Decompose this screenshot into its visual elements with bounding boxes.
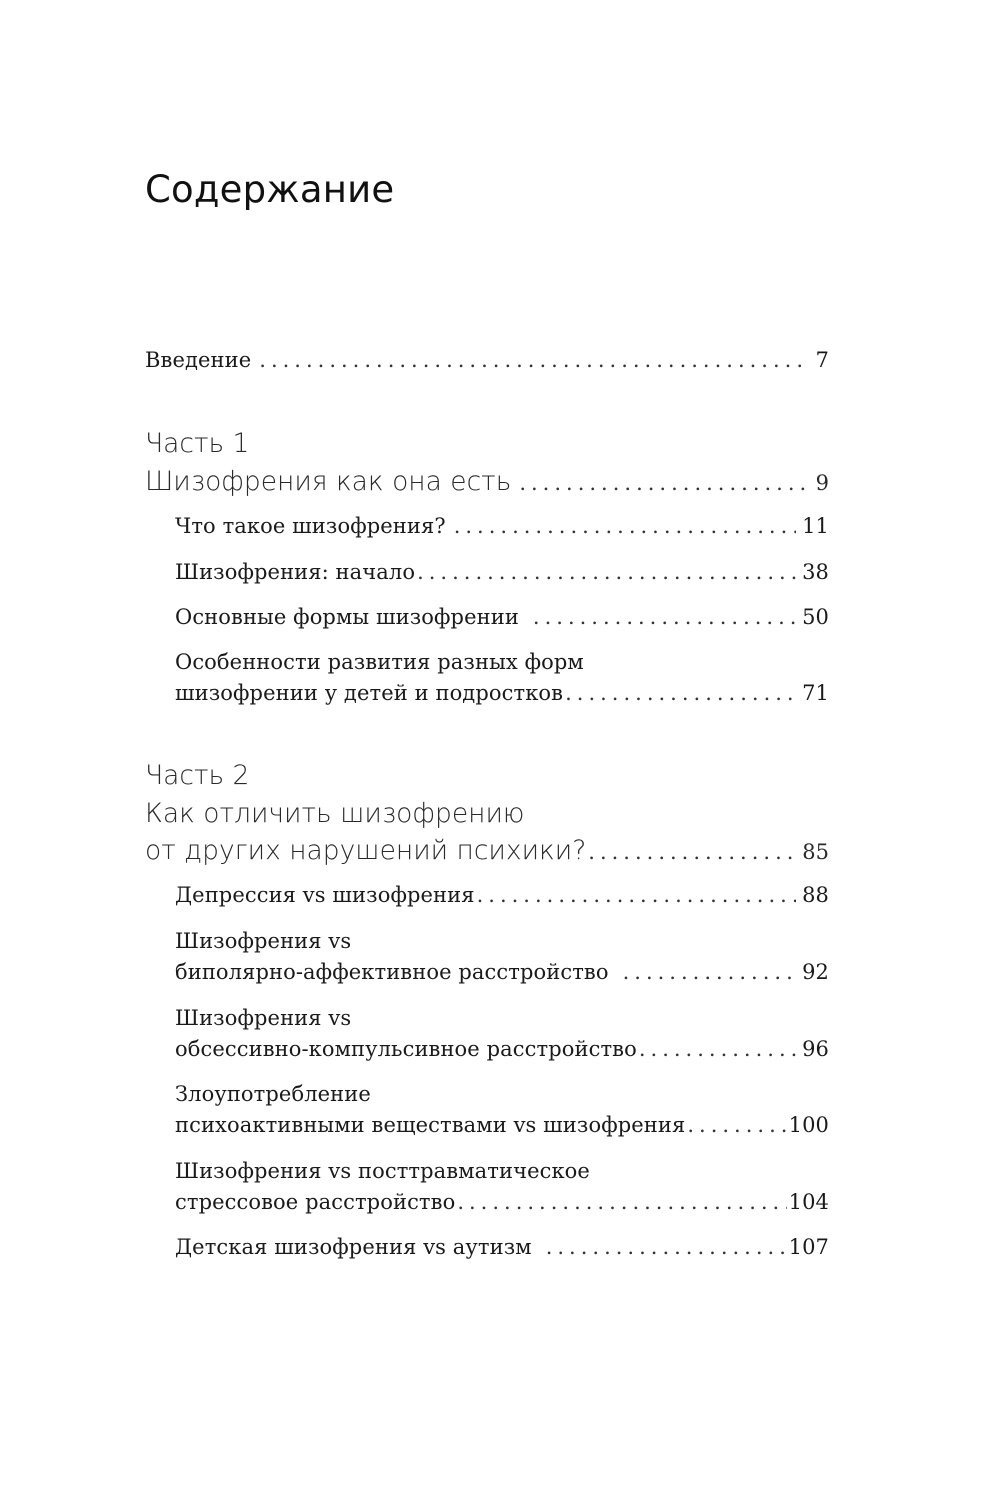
toc-entry[interactable] <box>175 1037 829 1061</box>
part-label <box>145 428 829 459</box>
dot-leader <box>519 471 809 495</box>
toc-entry-intro[interactable] <box>145 348 829 372</box>
toc-entry-line1[interactable] <box>175 1006 829 1030</box>
dot-leader <box>477 883 796 907</box>
toc-entry-page: 107 <box>788 1235 829 1259</box>
toc-entry-label: обсессивно-компульсивное расстройство <box>175 1037 637 1061</box>
toc-entry-label: Особенности развития разных форм <box>175 650 584 674</box>
toc-entry[interactable] <box>175 1113 829 1137</box>
toc-entry-page: 9 <box>815 471 829 495</box>
toc-entry[interactable] <box>175 605 829 629</box>
toc-entry-label: психоактивными веществами vs шизофрения <box>175 1113 686 1137</box>
toc-entry-label: стрессовое расстройство <box>175 1190 456 1214</box>
toc-entry-label: Что такое шизофрения? <box>175 514 446 538</box>
toc-entry-part2[interactable] <box>145 835 829 866</box>
toc-entry[interactable] <box>175 514 829 538</box>
toc-entry-page: 7 <box>815 348 829 372</box>
toc-entry-line1[interactable] <box>175 1082 829 1106</box>
toc-entry-line1[interactable] <box>175 929 829 953</box>
dot-leader <box>454 514 796 538</box>
toc-entry-label: Введение <box>145 348 252 372</box>
toc-entry-page: 71 <box>802 681 829 705</box>
dot-leader <box>533 605 796 629</box>
dot-leader <box>639 1037 796 1061</box>
toc-entry-label: Детская шизофрения vs аутизм <box>175 1235 532 1259</box>
dot-leader <box>259 348 809 372</box>
part-label-text: Часть 2 <box>145 760 250 791</box>
toc-entry-label: Шизофрения vs <box>175 929 352 953</box>
toc-entry-part1[interactable] <box>145 466 829 497</box>
toc-entry-label: шизофрении у детей и подростков <box>175 681 564 705</box>
toc-entry[interactable] <box>175 681 829 705</box>
dot-leader <box>457 1190 786 1214</box>
toc-entry-page: 50 <box>802 605 829 629</box>
dot-leader <box>565 681 796 705</box>
toc-entry-page: 88 <box>802 883 829 907</box>
toc-entry-line1[interactable] <box>175 650 829 674</box>
part-title: Как отличить шизофрению <box>145 798 525 829</box>
toc-entry[interactable] <box>175 960 829 984</box>
toc-entry-page: 38 <box>802 560 829 584</box>
toc-entry-label: Злоупотребление <box>175 1082 371 1106</box>
toc-entry[interactable] <box>175 560 829 584</box>
toc-entry-page: 92 <box>802 960 829 984</box>
part-title-line1[interactable] <box>145 798 829 829</box>
toc-entry-label: Шизофрения vs <box>175 1006 352 1030</box>
part-title: от других нарушений психики? <box>145 835 587 866</box>
toc-entry[interactable] <box>175 1190 829 1214</box>
toc-entry[interactable] <box>175 883 829 907</box>
toc-entry-page: 100 <box>788 1113 829 1137</box>
dot-leader <box>623 960 796 984</box>
toc-entry-page: 104 <box>788 1190 829 1214</box>
part-label-text: Часть 1 <box>145 428 250 459</box>
toc-entry-page: 96 <box>802 1037 829 1061</box>
page-title: Содержание <box>145 168 395 211</box>
toc-entry-line1[interactable] <box>175 1159 829 1183</box>
toc-entry-label: Шизофрения: начало <box>175 560 416 584</box>
dot-leader <box>588 840 796 864</box>
toc-entry[interactable] <box>175 1235 829 1259</box>
toc-entry-page: 11 <box>802 514 829 538</box>
dot-leader <box>546 1235 787 1259</box>
toc-entry-label: биполярно-аффективное расстройство <box>175 960 609 984</box>
toc-entry-label: Шизофрения vs посттравматическое <box>175 1159 590 1183</box>
dot-leader <box>417 560 796 584</box>
dot-leader <box>687 1113 786 1137</box>
part-label <box>145 760 829 791</box>
part-title: Шизофрения как она есть <box>145 466 512 497</box>
toc-entry-page: 85 <box>802 840 829 864</box>
toc-entry-label: Депрессия vs шизофрения <box>175 883 475 907</box>
toc-entry-label: Основные формы шизофрении <box>175 605 519 629</box>
